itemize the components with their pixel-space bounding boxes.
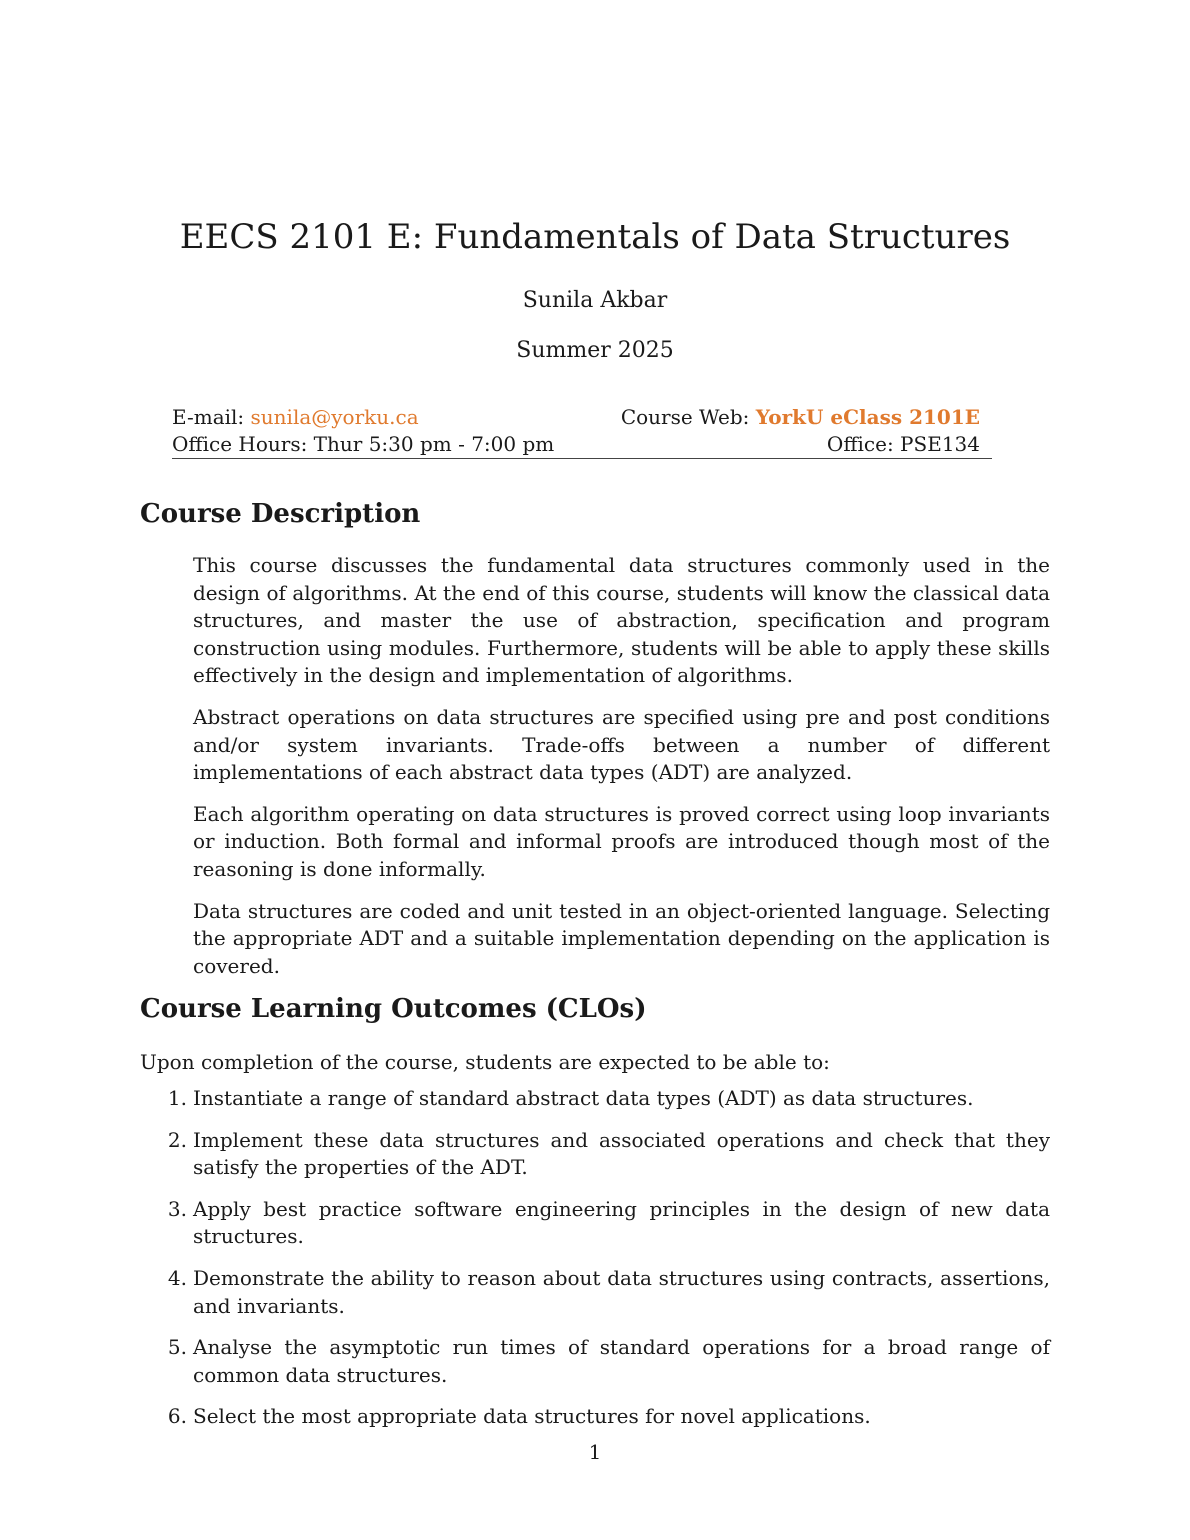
- description-paragraph: Each algorithm operating on data structures is proved correct using loop invariants or induction. Both formal and informal proofs are introduced though most of the reasoning is done informally.: [193, 801, 1050, 881]
- outcomes-list: [140, 1085, 1050, 1445]
- list-item-text: Apply best practice software engineering principles in the design of new data structures.: [193, 1196, 1050, 1249]
- contact-row-1: [172, 404, 992, 431]
- office-hours: Office Hours: Thur 5:30 pm - 7:00 pm: [172, 432, 555, 456]
- author-name: Sunila Akbar: [522, 288, 668, 313]
- list-item: [140, 1085, 1050, 1113]
- list-item-number: 5.: [167, 1335, 187, 1360]
- page-number: 1: [588, 1440, 602, 1464]
- contact-row-2: [172, 431, 992, 458]
- list-item-number: 3.: [167, 1196, 187, 1221]
- list-item-number: 1.: [167, 1086, 187, 1110]
- course-web-line: [621, 404, 992, 431]
- course-description-heading: Course Description: [140, 499, 421, 529]
- list-item: [140, 1196, 1050, 1251]
- contact-info-box: [172, 404, 992, 459]
- email-line: [172, 404, 419, 431]
- list-item-text: Implement these data structures and associated operations and check that they satisfy the properties of the ADT.: [193, 1127, 1050, 1180]
- outcomes-intro: Upon completion of the course, students are expected to be able to:: [140, 1050, 830, 1074]
- list-item: [140, 1265, 1050, 1320]
- email-link[interactable]: sunila@yorku.ca: [250, 405, 419, 429]
- email-label: E-mail:: [172, 405, 251, 429]
- description-paragraph: Abstract operations on data structures are specified using pre and post conditions and/or system invariants. Trade-offs between a number of different implementations of each abstract data types (ADT) are analyzed.: [193, 704, 1050, 785]
- description-paragraph: Data structures are coded and unit tested in an object-oriented language. Selecting the appropriate ADT and a suitable implementation depending on the application is covered.: [193, 898, 1050, 978]
- term-label: Summer 2025: [516, 338, 674, 363]
- list-item-number: 6.: [167, 1404, 187, 1429]
- list-item-text: Demonstrate the ability to reason about data structures using contracts, assertions, and invariants.: [193, 1265, 1050, 1318]
- list-item-text: Instantiate a range of standard abstract data types (ADT) as data structures.: [193, 1086, 974, 1110]
- list-item-text: Analyse the asymptotic run times of standard operations for a broad range of common data structures.: [193, 1335, 1050, 1387]
- list-item-text: Select the most appropriate data structures for novel applications.: [193, 1404, 871, 1429]
- list-item-number: 4.: [167, 1265, 187, 1290]
- document-title: EECS 2101 E: Fundamentals of Data Structures: [179, 217, 1011, 257]
- course-web-link[interactable]: YorkU eClass 2101E: [755, 405, 980, 429]
- course-web-label: Course Web:: [620, 405, 756, 429]
- list-item: [140, 1334, 1050, 1389]
- description-paragraph: This course discusses the fundamental data structures commonly used in the design of algorithms. At the end of this course, students will know the classical data structures, and master the use of abstraction, specification and program construction using modules. Furthermore, students will be able to apply these skills effectively in the design and implementation of algorithms.: [193, 553, 1050, 688]
- list-item: [140, 1127, 1050, 1182]
- list-item-number: 2.: [167, 1127, 187, 1152]
- list-item: [140, 1403, 1050, 1431]
- office-location: Office: PSE134: [826, 432, 980, 456]
- learning-outcomes-heading: Course Learning Outcomes (CLOs): [140, 994, 647, 1024]
- course-description-body: [193, 552, 1050, 994]
